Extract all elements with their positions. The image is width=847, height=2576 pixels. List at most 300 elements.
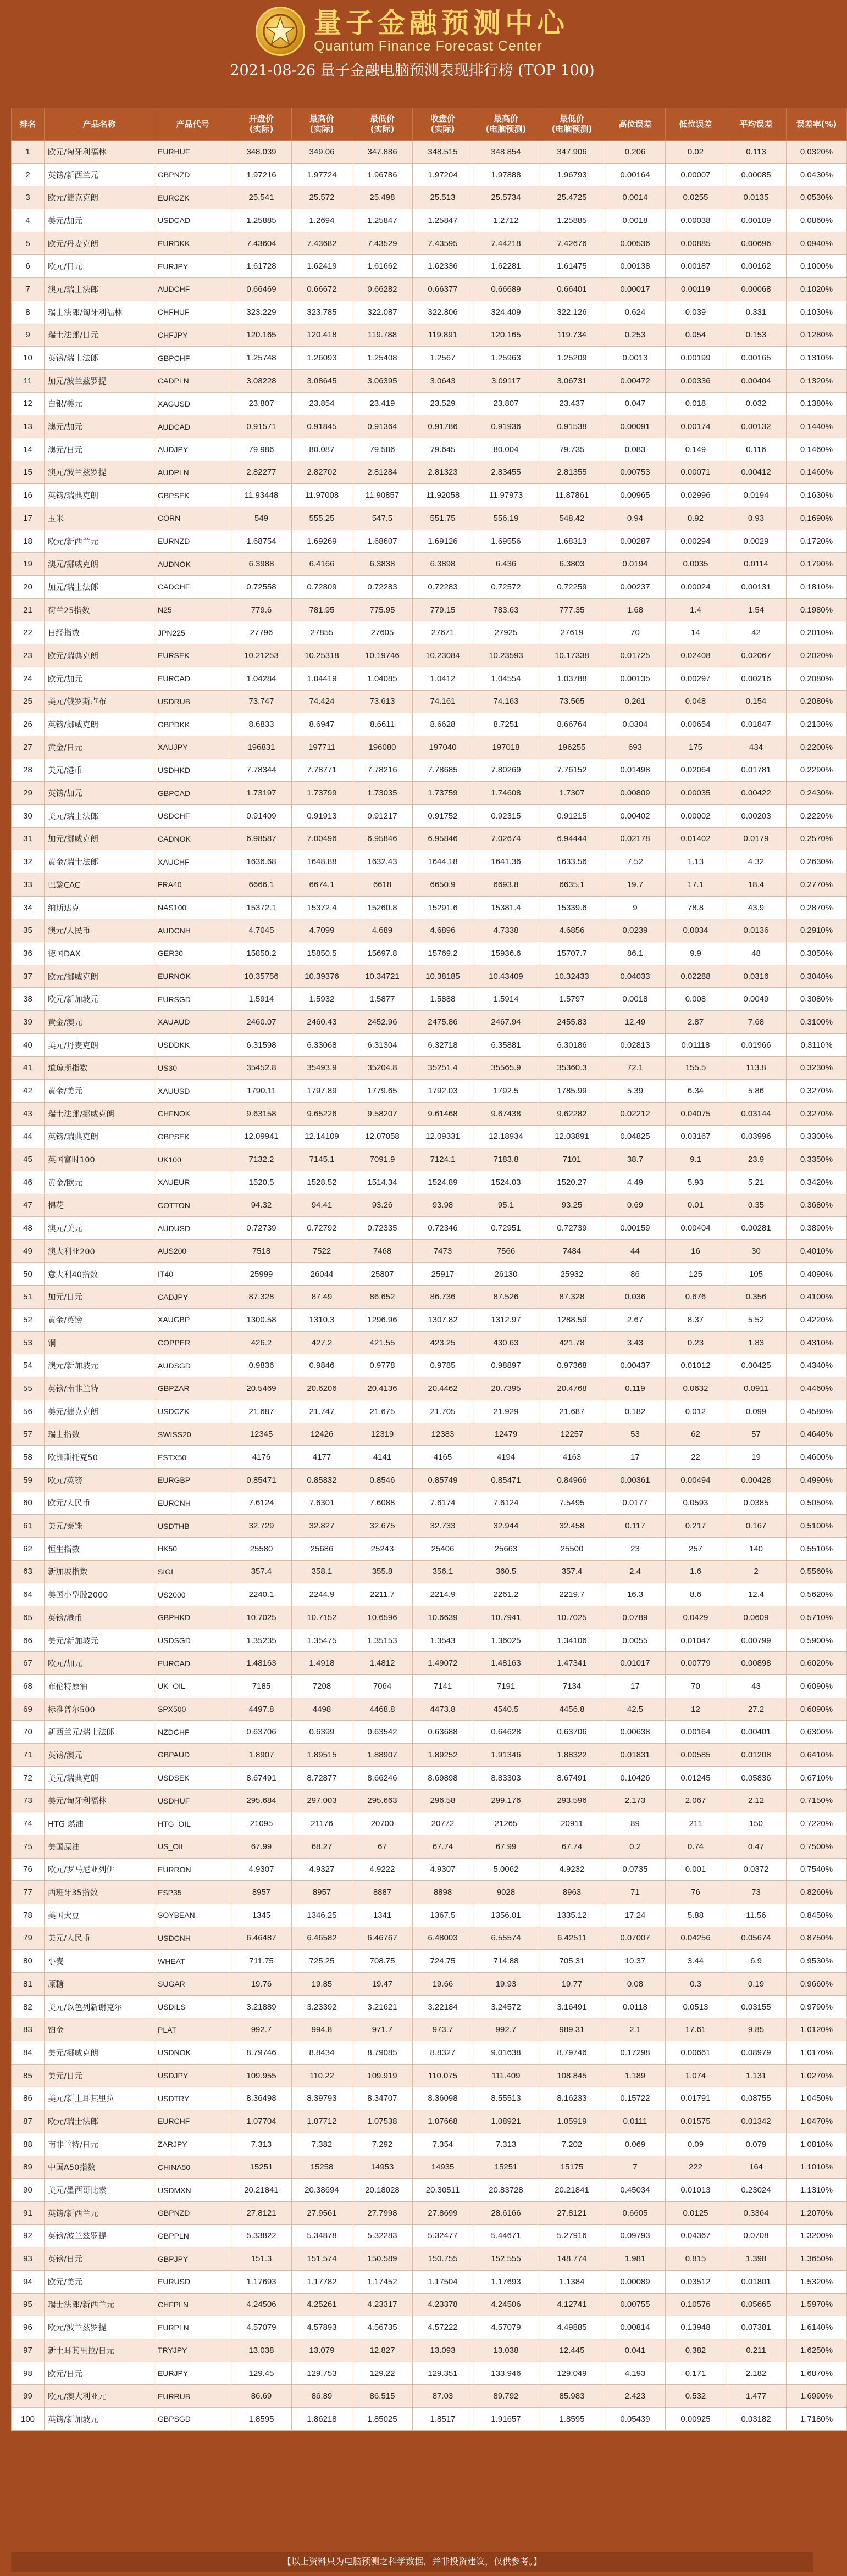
value-cell: 0.00404 [666,1217,726,1240]
value-cell: 1.35235 [231,1629,292,1652]
table-row [12,438,847,461]
value-cell: 0.02996 [666,484,726,507]
value-cell: 2211.7 [352,1583,413,1606]
value-cell: 0.00437 [605,1354,666,1377]
value-cell: 1.36025 [473,1629,539,1652]
value-cell: 110.075 [413,2064,473,2087]
value-cell: 2460.43 [292,1011,352,1034]
value-cell: 0.00422 [726,782,787,805]
value-cell: 1.17693 [231,2270,292,2293]
product-code-cell: GBPNZD [154,163,231,186]
table-row [12,919,847,942]
value-cell: 7134 [539,1675,605,1698]
table-row [12,2293,847,2316]
value-cell: 18.4 [726,873,787,897]
value-cell: 1307.82 [413,1309,473,1332]
value-cell: 5.39 [605,1080,666,1103]
rank-cell: 9 [12,324,45,347]
value-cell: 0.09 [666,2133,726,2156]
value-cell: 6666.1 [231,873,292,897]
value-cell: 0.63706 [231,1721,292,1744]
rank-cell: 11 [12,369,45,392]
value-cell: 4456.8 [539,1698,605,1721]
value-cell: 7.313 [231,2133,292,2156]
product-code-cell: USDDKK [154,1033,231,1056]
product-code-cell: UK_OIL [154,1675,231,1698]
product-name-cell: 美元/匈牙利福林 [45,1789,154,1812]
value-cell: 27925 [473,621,539,644]
table-row [12,2316,847,2339]
value-cell: 0.00585 [666,1744,726,1767]
value-cell: 781.95 [292,598,352,621]
product-name-cell: 道琼斯指数 [45,1056,154,1080]
value-cell: 4.24506 [231,2293,292,2316]
value-cell: 0.4460% [787,1377,847,1400]
table-row [12,827,847,850]
product-code-cell: EURCNH [154,1492,231,1515]
value-cell: 0.0316 [726,965,787,988]
value-cell: 2 [726,1560,787,1583]
product-code-cell: USDHUF [154,1789,231,1812]
value-cell: 0.91409 [231,804,292,827]
value-cell: 89 [605,1812,666,1835]
value-cell: 5.21 [726,1171,787,1194]
product-name-cell: 意大利40指数 [45,1262,154,1286]
product-code-cell: CHFHUF [154,301,231,324]
value-cell: 1.04085 [352,667,413,690]
table-row [12,1881,847,1904]
value-cell: 421.55 [352,1331,413,1354]
table-row [12,1950,847,1973]
value-cell: 20.6206 [292,1377,352,1400]
column-header: 最低价 (实际) [352,108,413,141]
value-cell: 20772 [413,1812,473,1835]
value-cell: 0.5620% [787,1583,847,1606]
product-code-cell: SPX500 [154,1698,231,1721]
value-cell: 11.97008 [292,484,352,507]
table-row [12,1423,847,1446]
rank-cell: 25 [12,690,45,713]
value-cell: 0.6090% [787,1675,847,1698]
product-name-cell: 欧元/澳大利亚元 [45,2385,154,2408]
value-cell: 549 [231,507,292,530]
product-code-cell: EURCAD [154,1652,231,1675]
value-cell: 2467.94 [473,1011,539,1034]
value-cell: 87.49 [292,1286,352,1309]
value-cell: 1.8595 [539,2408,605,2431]
value-cell: 1.17452 [352,2270,413,2293]
value-cell: 10.7152 [292,1606,352,1629]
table-row [12,1904,847,1927]
product-name-cell: 英镑/加元 [45,782,154,805]
value-cell: 196831 [231,736,292,759]
value-cell: 4.9327 [292,1858,352,1881]
product-code-cell: SUGAR [154,1973,231,1996]
value-cell: 95.1 [473,1194,539,1217]
value-cell: 20911 [539,1812,605,1835]
table-row [12,598,847,621]
value-cell: 5.88 [666,1904,726,1927]
product-code-cell: USDTHB [154,1515,231,1538]
value-cell: 0.72346 [413,1217,473,1240]
value-cell: 10.39376 [292,965,352,988]
rank-cell: 43 [12,1102,45,1125]
value-cell: 1.3543 [413,1629,473,1652]
value-cell: 0.4310% [787,1331,847,1354]
value-cell: 7.43595 [413,232,473,255]
value-cell: 0.2010% [787,621,847,644]
value-cell: 150 [726,1812,787,1835]
table-row [12,392,847,415]
value-cell: 6.55574 [473,1927,539,1950]
table-row [12,1698,847,1721]
value-cell: 2.423 [605,2385,666,2408]
value-cell: 7468 [352,1240,413,1263]
rank-cell: 10 [12,347,45,370]
value-cell: 25932 [539,1262,605,1286]
value-cell: 0.10426 [605,1766,666,1789]
value-cell: 0.04075 [666,1102,726,1125]
value-cell: 1.61475 [539,255,605,278]
value-cell: 0.6410% [787,1744,847,1767]
value-cell: 120.165 [231,324,292,347]
product-name-cell: 英镑/南非兰特 [45,1377,154,1400]
value-cell: 1792.5 [473,1080,539,1103]
rank-cell: 1 [12,141,45,164]
value-cell: 0.5900% [787,1629,847,1652]
value-cell: 67.74 [539,1835,605,1858]
value-cell: 1.131 [726,2064,787,2087]
value-cell: 779.15 [413,598,473,621]
logo-emblem-icon [256,7,305,56]
value-cell: 27671 [413,621,473,644]
value-cell: 0.02212 [605,1102,666,1125]
value-cell: 0.85832 [292,1468,352,1492]
value-cell: 86.652 [352,1286,413,1309]
rank-cell: 12 [12,392,45,415]
value-cell: 9.01638 [473,2041,539,2065]
rank-cell: 96 [12,2316,45,2339]
product-name-cell: 欧元/加元 [45,667,154,690]
value-cell: 27.8121 [231,2201,292,2224]
value-cell: 1779.65 [352,1080,413,1103]
value-cell: 119.734 [539,324,605,347]
value-cell: 0.815 [666,2247,726,2271]
value-cell: 21.675 [352,1400,413,1423]
value-cell: 7.00496 [292,827,352,850]
value-cell: 725.25 [292,1950,352,1973]
value-cell: 6674.1 [292,873,352,897]
value-cell: 3.16491 [539,1995,605,2018]
value-cell: 7.02674 [473,827,539,850]
value-cell: 30 [726,1240,787,1263]
value-cell: 4.23317 [352,2293,413,2316]
value-cell: 9.1 [666,1148,726,1171]
product-name-cell: 瑞士法郎/匈牙利福林 [45,301,154,324]
value-cell: 4141 [352,1446,413,1469]
value-cell: 7.6301 [292,1492,352,1515]
rank-cell: 52 [12,1309,45,1332]
table-row [12,2247,847,2271]
product-code-cell: USDCNH [154,1927,231,1950]
value-cell: 5.52 [726,1309,787,1332]
value-cell: 7.76152 [539,759,605,782]
value-cell: 347.886 [352,141,413,164]
value-cell: 0.2 [605,1835,666,1858]
value-cell: 7.6124 [231,1492,292,1515]
product-name-cell: 欧元/罗马尼亚列伊 [45,1858,154,1881]
value-cell: 0.00885 [666,232,726,255]
value-cell: 0.182 [605,1400,666,1423]
value-cell: 0.5710% [787,1606,847,1629]
product-code-cell: ESP35 [154,1881,231,1904]
value-cell: 708.75 [352,1950,413,1973]
value-cell: 150.755 [413,2247,473,2271]
product-code-cell: CADPLN [154,369,231,392]
value-cell: 67.74 [413,1835,473,1858]
value-cell: 13.038 [231,2339,292,2362]
value-cell: 1.89515 [292,1744,352,1767]
value-cell: 1335.12 [539,1904,605,1927]
table-row [12,1148,847,1171]
product-name-cell: 新土耳其里拉/日元 [45,2339,154,2362]
value-cell: 4.193 [605,2362,666,2385]
value-cell: 74.163 [473,690,539,713]
value-cell: 11.90857 [352,484,413,507]
value-cell: 0.03182 [726,2408,787,2431]
product-code-cell: CADJPY [154,1286,231,1309]
value-cell: 12.09331 [413,1125,473,1148]
value-cell: 0.08755 [726,2087,787,2110]
value-cell: 0.03996 [726,1125,787,1148]
rank-cell: 79 [12,1927,45,1950]
product-code-cell: GBPNZD [154,2201,231,2224]
table-row [12,1080,847,1103]
value-cell: 0.84966 [539,1468,605,1492]
column-header: 高位误差 [605,108,666,141]
value-cell: 0.00281 [726,1217,787,1240]
value-cell: 4165 [413,1446,473,1469]
value-cell: 1.25885 [231,209,292,232]
table-row [12,1766,847,1789]
value-cell: 5.44671 [473,2224,539,2247]
value-cell: 1520.27 [539,1171,605,1194]
value-cell: 1.6 [666,1560,726,1583]
value-cell: 21.687 [231,1400,292,1423]
value-cell: 27.7998 [352,2201,413,2224]
value-cell: 14935 [413,2156,473,2179]
product-name-cell: 美元/人民币 [45,1927,154,1950]
value-cell: 17 [605,1675,666,1698]
product-name-cell: 黄金/澳元 [45,1011,154,1034]
rank-cell: 46 [12,1171,45,1194]
value-cell: 15372.1 [231,896,292,919]
product-name-cell: 澳元/挪威克朗 [45,553,154,576]
table-row [12,1537,847,1560]
value-cell: 19.76 [231,1973,292,1996]
product-name-cell: 澳大利亚200 [45,1240,154,1263]
value-cell: 0.047 [605,392,666,415]
value-cell: 0.64628 [473,1721,539,1744]
rank-cell: 42 [12,1080,45,1103]
value-cell: 724.75 [413,1950,473,1973]
value-cell: 20.7395 [473,1377,539,1400]
value-cell: 17.24 [605,1904,666,1927]
rank-cell: 88 [12,2133,45,2156]
value-cell: 0.00638 [605,1721,666,1744]
product-name-cell: 澳元/波兰兹罗提 [45,461,154,484]
product-name-cell: 瑞士指数 [45,1423,154,1446]
value-cell: 1.1384 [539,2270,605,2293]
value-cell: 6618 [352,873,413,897]
product-name-cell: 欧元/匈牙利福林 [45,141,154,164]
value-cell: 2460.07 [231,1011,292,1034]
value-cell: 1.074 [666,2064,726,2087]
value-cell: 1.7180% [787,2408,847,2431]
value-cell: 196080 [352,736,413,759]
value-cell: 1.4 [666,598,726,621]
value-cell: 0.02 [666,141,726,164]
value-cell: 1.97204 [413,163,473,186]
table-row [12,1652,847,1675]
value-cell: 1.74608 [473,782,539,805]
value-cell: 7.354 [413,2133,473,2156]
value-cell: 10.17338 [539,644,605,667]
value-cell: 1.0412 [413,667,473,690]
rank-cell: 17 [12,507,45,530]
product-code-cell: CHFNOK [154,1102,231,1125]
value-cell: 0.0940% [787,232,847,255]
value-cell: 6.31598 [231,1033,292,1056]
value-cell: 0.5560% [787,1560,847,1583]
table-row [12,141,847,164]
value-cell: 11.93448 [231,484,292,507]
value-cell: 0.6399 [292,1721,352,1744]
value-cell: 3.21889 [231,1995,292,2018]
value-cell: 7.382 [292,2133,352,2156]
product-name-cell: 美元/丹麦克朗 [45,1033,154,1056]
value-cell: 0.382 [666,2339,726,2362]
value-cell: 1.0450% [787,2087,847,2110]
value-cell: 2.81355 [539,461,605,484]
value-cell: 360.5 [473,1560,539,1583]
value-cell: 1.04554 [473,667,539,690]
value-cell: 0.98897 [473,1354,539,1377]
table-row [12,1377,847,1400]
value-cell: 0.00174 [666,415,726,438]
value-cell: 2452.96 [352,1011,413,1034]
product-name-cell: 美元/瑞士法郎 [45,804,154,827]
value-cell: 1.25408 [352,347,413,370]
value-cell: 8.39793 [292,2087,352,2110]
value-cell: 25807 [352,1262,413,1286]
value-cell: 20.30511 [413,2179,473,2202]
value-cell: 296.58 [413,1789,473,1812]
value-cell: 0.2220% [787,804,847,827]
product-name-cell: 美元/泰铢 [45,1515,154,1538]
table-row [12,2224,847,2247]
value-cell: 0.217 [666,1515,726,1538]
value-cell: 0.91913 [292,804,352,827]
table-row [12,232,847,255]
value-cell: 0.0018 [605,988,666,1011]
value-cell: 0.9785 [413,1354,473,1377]
value-cell: 1.35475 [292,1629,352,1652]
value-cell: 7473 [413,1240,473,1263]
value-cell: 0.01575 [666,2110,726,2133]
product-name-cell: 白银/美元 [45,392,154,415]
value-cell: 32.458 [539,1515,605,1538]
value-cell: 1.6870% [787,2362,847,2385]
value-cell: 1.97724 [292,163,352,186]
value-cell: 0.03512 [666,2270,726,2293]
value-cell: 79.586 [352,438,413,461]
value-cell: 0.356 [726,1286,787,1309]
value-cell: 0.3680% [787,1194,847,1217]
value-cell: 2.87 [666,1011,726,1034]
value-cell: 0.72951 [473,1217,539,1240]
value-cell: 0.72809 [292,576,352,599]
table-row [12,644,847,667]
value-cell: 4.689 [352,919,413,942]
value-cell: 0.0632 [666,1377,726,1400]
value-cell: 0.00164 [666,1721,726,1744]
value-cell: 2.67 [605,1309,666,1332]
value-cell: 197018 [473,736,539,759]
value-cell: 0.00898 [726,1652,787,1675]
value-cell: 25.513 [413,186,473,209]
value-cell: 357.4 [539,1560,605,1583]
value-cell: 0.72739 [231,1217,292,1240]
value-cell: 8957 [292,1881,352,1904]
value-cell: 9 [605,896,666,919]
value-cell: 0.85471 [473,1468,539,1492]
rank-cell: 40 [12,1033,45,1056]
product-name-cell: 荷兰25指数 [45,598,154,621]
value-cell: 0.17298 [605,2041,666,2065]
value-cell: 12479 [473,1423,539,1446]
value-cell: 15291.6 [413,896,473,919]
value-cell: 85.983 [539,2385,605,2408]
rank-cell: 82 [12,1995,45,2018]
value-cell: 1.6140% [787,2316,847,2339]
value-cell: 0.9778 [352,1354,413,1377]
product-code-cell: COPPER [154,1331,231,1354]
value-cell: 324.409 [473,301,539,324]
value-cell: 989.31 [539,2018,605,2041]
value-cell: 1300.58 [231,1309,292,1332]
table-row [12,2087,847,2110]
product-code-cell: CHFJPY [154,324,231,347]
value-cell: 779.6 [231,598,292,621]
value-cell: 0.66689 [473,278,539,301]
value-cell: 120.418 [292,324,352,347]
value-cell: 705.31 [539,1950,605,1973]
value-cell: 1.25847 [413,209,473,232]
value-cell: 0.91538 [539,415,605,438]
value-cell: 0.0018 [605,209,666,232]
value-cell: 25.498 [352,186,413,209]
value-cell: 74.424 [292,690,352,713]
value-cell: 7145.1 [292,1148,352,1171]
value-cell: 0.92 [666,507,726,530]
rank-cell: 98 [12,2362,45,2385]
value-cell: 7141 [413,1675,473,1698]
product-code-cell: AUDCNH [154,919,231,942]
value-cell: 8.69898 [413,1766,473,1789]
value-cell: 0.01118 [666,1033,726,1056]
value-cell: 0.206 [605,141,666,164]
